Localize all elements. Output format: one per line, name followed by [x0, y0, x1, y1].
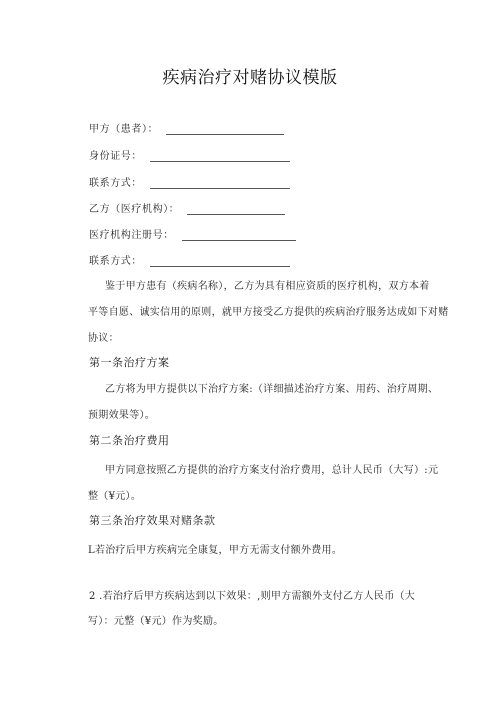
party-b-blank[interactable]: [187, 204, 285, 215]
id-number-blank[interactable]: [150, 151, 290, 162]
registration-number-blank[interactable]: [182, 230, 296, 241]
article-2-line-2: 整（¥元）。: [88, 491, 142, 502]
registration-number-label: 医疗机构注册号：: [89, 230, 174, 241]
party-b-contact-blank[interactable]: [150, 256, 290, 267]
article-3-heading: 第三条治疗效果对赌条款: [89, 514, 216, 527]
intro-line-2: 平等自愿、诚实信用的原则，就甲方接受乙方提供的疾病治疗服务达成如下对赌: [88, 307, 449, 318]
article-1-heading: 第一条治疗方案: [89, 356, 170, 369]
party-a-blank[interactable]: [166, 124, 284, 135]
party-b-contact-label: 联系方式：: [89, 256, 142, 267]
intro-line-3: 协议：: [88, 333, 119, 344]
party-b-label: 乙方（医疗机构）：: [89, 204, 180, 215]
article-1-line-2: 预期效果等）。: [88, 410, 156, 421]
id-number-label: 身份证号：: [89, 151, 142, 162]
article-1-line-1: 乙方将为甲方提供以下治疗方案:（详细描述治疗方案、用药、治疗周期、: [105, 384, 439, 395]
article-3-item-2-line-1: 2 .若治疗后甲方疾病达到以下效果：,则甲方需额外支付乙方人民币（大: [89, 591, 416, 602]
party-a-label: 甲方（患者）：: [89, 124, 159, 135]
party-b-contact-field: [89, 252, 290, 267]
article-3-item-2-line-2: 写）：元整（¥元）作为奖励。: [88, 616, 224, 627]
document-title: 疾病治疗对赌协议模版: [162, 68, 338, 88]
party-a-contact-label: 联系方式：: [89, 178, 142, 189]
party-a-contact-blank[interactable]: [150, 178, 290, 189]
article-2-line-1: 甲方同意按照乙方提供的治疗方案支付治疗费用，总计人民币（大写）:元: [105, 465, 439, 476]
id-number-field: [89, 147, 290, 162]
article-2-heading: 第二条治疗费用: [89, 434, 170, 447]
party-a-field: [89, 120, 284, 135]
party-b-field: [89, 200, 285, 215]
registration-number-field: [89, 226, 296, 241]
intro-line-1: 鉴于甲方患有（疾病名称），乙方为具有相应资质的医疗机构，双方本着: [105, 281, 430, 292]
party-a-contact-field: [89, 174, 290, 189]
article-3-item-1: L若治疗后甲方疾病完全康复，甲方无需支付额外费用。: [88, 545, 343, 556]
